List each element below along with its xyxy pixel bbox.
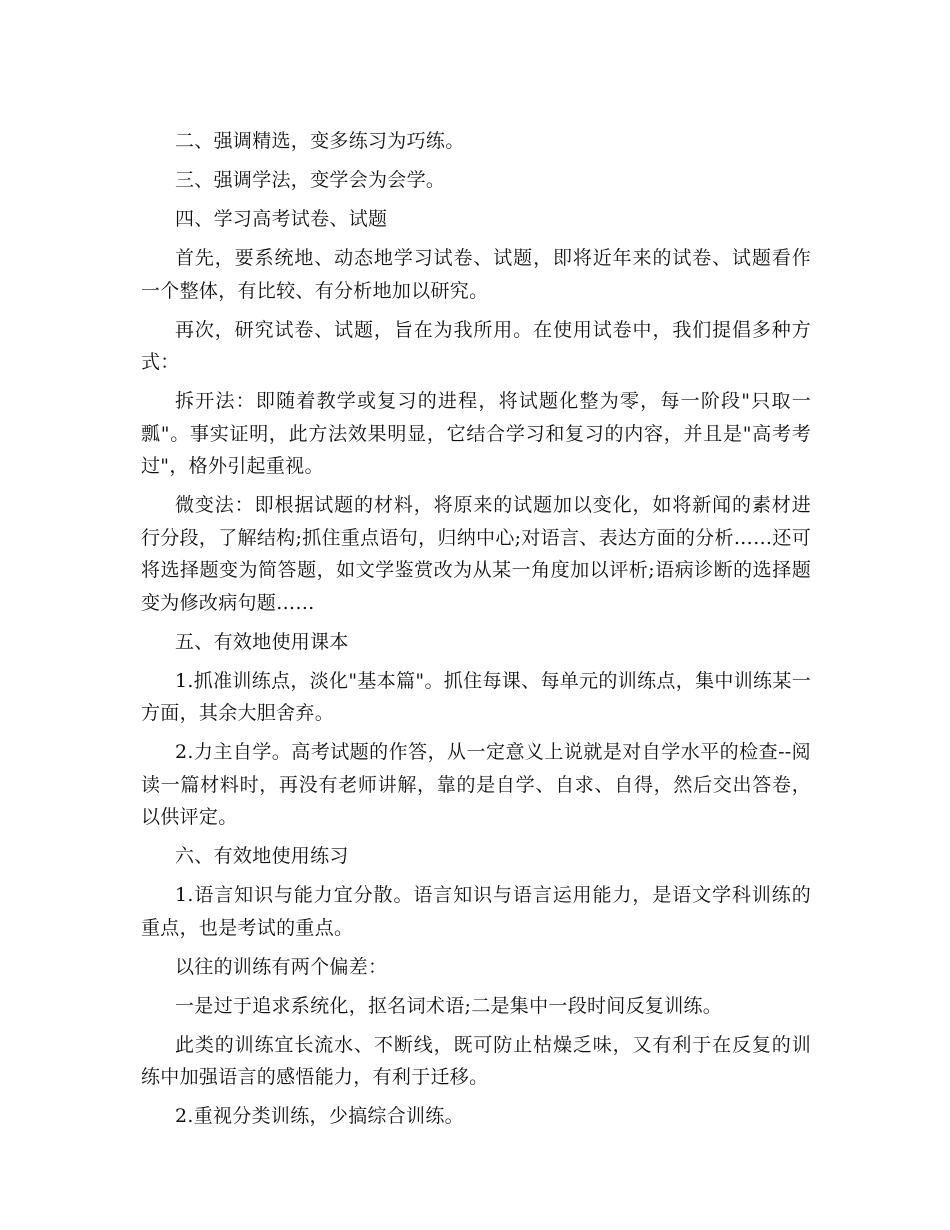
paragraph-item-5-2: 2.力主自学。高考试题的作答，从一定意义上说就是对自学水平的检查--阅读一篇材料时，再没有老师讲解，靠的是自学、自求、自得，然后交出答卷，以供评定。 <box>141 741 811 828</box>
document-body <box>141 125 811 1133</box>
paragraph-heading-4: 四、学习高考试卷、试题 <box>175 208 388 230</box>
paragraph-deviation-list: 一是过于追求系统化，抠名词术语;二是集中一段时间反复训练。 <box>175 994 723 1017</box>
paragraph-first: 首先，要系统地、动态地学习试卷、试题，即将近年来的试卷、试题看作一个整体，有比较、有分析地加以研究。 <box>141 247 811 302</box>
paragraph-heading-2: 二、强调精选，变多练习为巧练。 <box>175 130 465 152</box>
paragraph-heading-5: 五、有效地使用课本 <box>175 630 349 653</box>
paragraph-variation-method: 微变法：即根据试题的材料，将原来的试题加以变化，如将新闻的素材进行分段，了解结构;抓住重点语句，归纳中心;对语言、表达方面的分析……还可将选择题变为简答题，如文学鉴赏改为从某一角度加以评析;语病诊断的选择题变为修改病句题…… <box>141 494 811 614</box>
paragraph-split-method: 拆开法：即随着教学或复习的进程，将试题化整为零，每一阶段"只取一瓢"。事实证明，此方法效果明显，它结合学习和复习的内容，并且是"高考考过"，格外引起重视。 <box>141 390 811 477</box>
paragraph-item-6-1: 1.语言知识与能力宜分散。语言知识与语言运用能力，是语文学科训练的重点，也是考试的重点。 <box>141 884 811 939</box>
paragraph-heading-6: 六、有效地使用练习 <box>175 845 349 867</box>
paragraph-heading-3: 三、强调学法，变学会为会学。 <box>175 169 446 191</box>
paragraph-item-5-1: 1.抓准训练点，淡化"基本篇"。抓住每课、每单元的训练点，集中训练某一方面，其余大胆舍弃。 <box>141 669 811 724</box>
paragraph-next: 再次，研究试卷、试题，旨在为我所用。在使用试卷中，我们提倡多种方式： <box>141 318 811 373</box>
paragraph-item-6-2: 2.重视分类训练，少搞综合训练。 <box>175 1105 464 1127</box>
paragraph-training-advice: 此类的训练宜长流水、不断线，既可防止枯燥乏味，又有利于在反复的训练中加强语言的感悟能力，有利于迁移。 <box>141 1033 811 1088</box>
paragraph-deviations: 以往的训练有两个偏差： <box>175 955 388 978</box>
